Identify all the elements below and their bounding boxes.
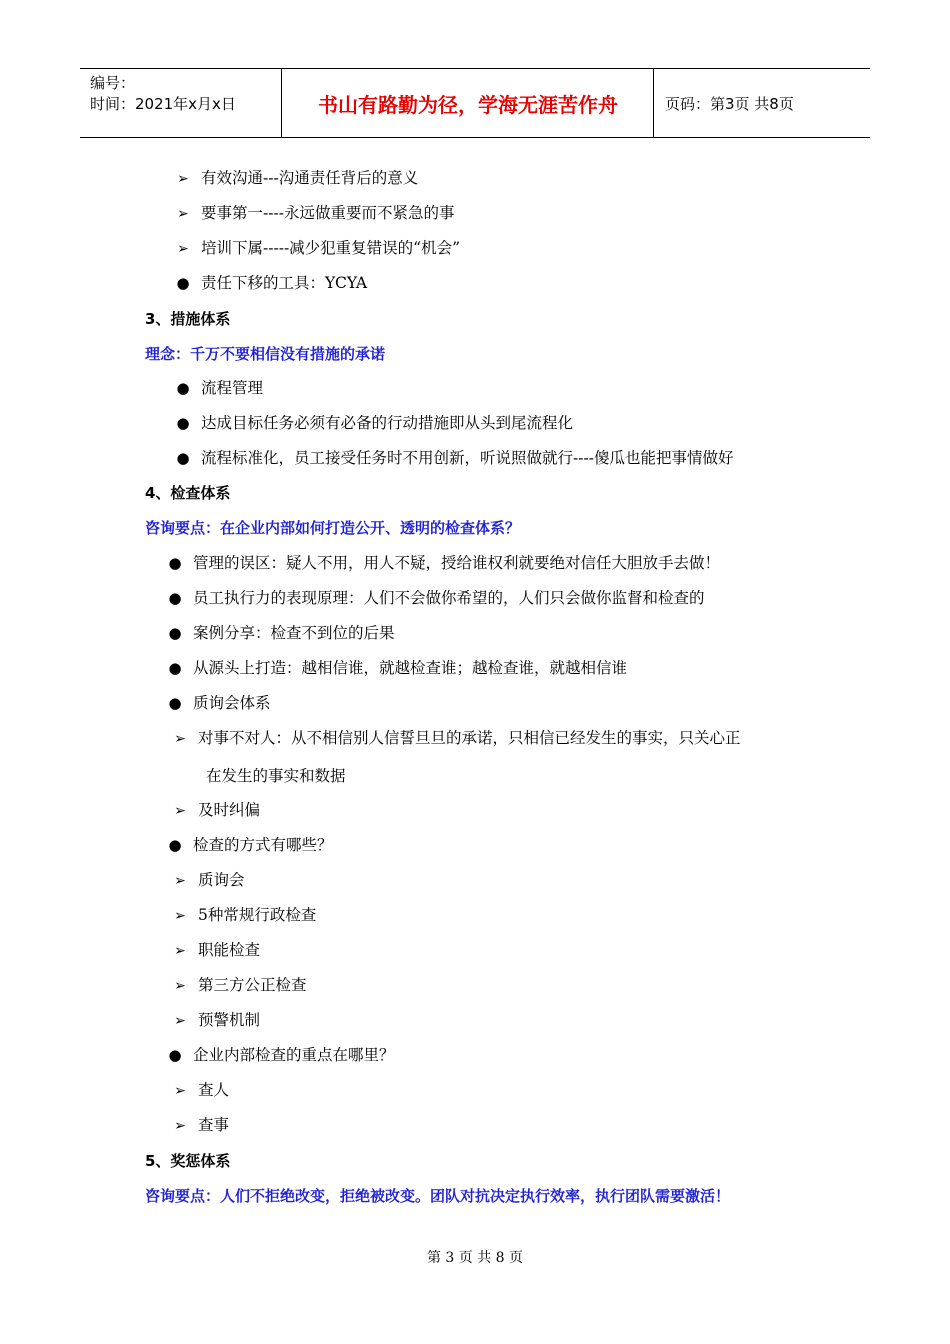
list-item	[173, 202, 454, 225]
list-item-text: 质询会体系	[193, 694, 271, 712]
arrow-bullet-icon: ➢	[177, 206, 189, 222]
list-item	[173, 447, 733, 469]
list-item	[170, 869, 245, 892]
list-item	[170, 939, 260, 962]
list-item-text: 5种常规行政检查	[198, 906, 317, 924]
dot-bullet-icon: ●	[168, 659, 182, 677]
list-item	[170, 799, 260, 822]
list-item-text: 查事	[198, 1116, 230, 1134]
header-page-label: 页码：第3页 共8页	[665, 94, 794, 113]
list-item	[165, 657, 627, 679]
dot-bullet-icon: ●	[168, 554, 182, 572]
list-item-continuation: 在发生的事实和数据	[206, 767, 346, 785]
list-item-text: 企业内部检查的重点在哪里？	[193, 1046, 395, 1064]
concept-note: 理念：千万不要相信没有措施的承诺	[145, 345, 386, 363]
list-item	[170, 1114, 229, 1137]
list-item	[173, 167, 418, 190]
list-item	[165, 692, 271, 714]
list-item-text: 达成目标任务必须有必备的行动措施即从头到尾流程化	[201, 414, 574, 432]
dot-bullet-icon: ●	[168, 624, 182, 642]
arrow-bullet-icon: ➢	[177, 171, 189, 187]
list-item	[165, 834, 333, 856]
doc-number-label: 编号：	[90, 74, 136, 92]
section-heading: 3、措施体系	[145, 310, 231, 328]
list-item-text: 预警机制	[198, 1011, 261, 1029]
list-item	[170, 1009, 260, 1032]
list-item	[170, 904, 316, 927]
list-item-text: 要事第一----永远做重要而不紧急的事	[201, 204, 455, 222]
arrow-bullet-icon: ➢	[174, 908, 186, 924]
list-item-text: 流程标准化，员工接受任务时不用创新，听说照做就行----傻瓜也能把事情做好	[201, 449, 734, 467]
dot-bullet-icon: ●	[168, 589, 182, 607]
section-heading: 5、奖惩体系	[145, 1152, 231, 1170]
list-item-text: 质询会	[198, 871, 245, 889]
arrow-bullet-icon: ➢	[174, 1118, 186, 1134]
list-item-text: 第三方公正检查	[198, 976, 307, 994]
list-item-text: 对事不对人：从不相信别人信誓旦旦的承诺，只相信已经发生的事实，只关心正	[198, 729, 741, 747]
header-motto: 书山有路勤为径，学海无涯苦作舟	[318, 92, 618, 117]
list-item-text: 培训下属-----减少犯重复错误的“机会”	[201, 239, 461, 257]
page-footer: 第 3 页 共 8 页	[426, 1250, 524, 1266]
consult-note: 咨询要点：在企业内部如何打造公开、透明的检查体系？	[145, 519, 521, 537]
list-item-text: 责任下移的工具：YCYA	[201, 274, 368, 292]
list-item-text: 流程管理	[201, 379, 264, 397]
arrow-bullet-icon: ➢	[174, 1013, 186, 1029]
list-item-text: 从源头上打造：越相信谁，就越检查谁；越检查谁，就越相信谁	[193, 659, 628, 677]
list-item	[170, 974, 307, 997]
arrow-bullet-icon: ➢	[174, 731, 186, 747]
list-item	[173, 377, 263, 399]
consult-note: 咨询要点：人们不拒绝改变，拒绝被改变。团队对抗决定执行效率，执行团队需要激活！	[145, 1187, 731, 1205]
list-item	[173, 237, 460, 260]
arrow-bullet-icon: ➢	[174, 1083, 186, 1099]
section-heading: 4、检查体系	[145, 484, 231, 502]
list-item	[170, 727, 741, 750]
arrow-bullet-icon: ➢	[177, 241, 189, 257]
list-item	[170, 1079, 229, 1102]
list-item-text: 有效沟通---沟通责任背后的意义	[201, 169, 419, 187]
dot-bullet-icon: ●	[168, 694, 182, 712]
list-item	[165, 587, 705, 609]
dot-bullet-icon: ●	[168, 836, 182, 854]
list-item-text: 职能检查	[198, 941, 261, 959]
header-meta	[90, 73, 236, 115]
list-item-text: 检查的方式有哪些？	[193, 836, 333, 854]
list-item-text: 管理的误区：疑人不用，用人不疑，授给谁权利就要绝对信任大胆放手去做！	[193, 554, 721, 572]
dot-bullet-icon: ●	[176, 379, 190, 397]
arrow-bullet-icon: ➢	[174, 943, 186, 959]
dot-bullet-icon: ●	[176, 274, 190, 292]
list-item-text: 案例分享：检查不到位的后果	[193, 624, 395, 642]
list-item	[173, 272, 367, 294]
arrow-bullet-icon: ➢	[174, 978, 186, 994]
list-item-text: 及时纠偏	[198, 801, 261, 819]
list-item	[165, 622, 395, 644]
page-header	[80, 68, 870, 138]
arrow-bullet-icon: ➢	[174, 803, 186, 819]
doc-time-label: 时间：2021年x月x日	[90, 95, 236, 113]
list-item-text: 员工执行力的表现原理：人们不会做你希望的，人们只会做你监督和检查的	[193, 589, 705, 607]
dot-bullet-icon: ●	[168, 1046, 182, 1064]
list-item	[173, 412, 573, 434]
list-item-text: 查人	[198, 1081, 230, 1099]
list-item	[165, 1044, 395, 1066]
list-item	[165, 552, 720, 574]
arrow-bullet-icon: ➢	[174, 873, 186, 889]
dot-bullet-icon: ●	[176, 449, 190, 467]
dot-bullet-icon: ●	[176, 414, 190, 432]
